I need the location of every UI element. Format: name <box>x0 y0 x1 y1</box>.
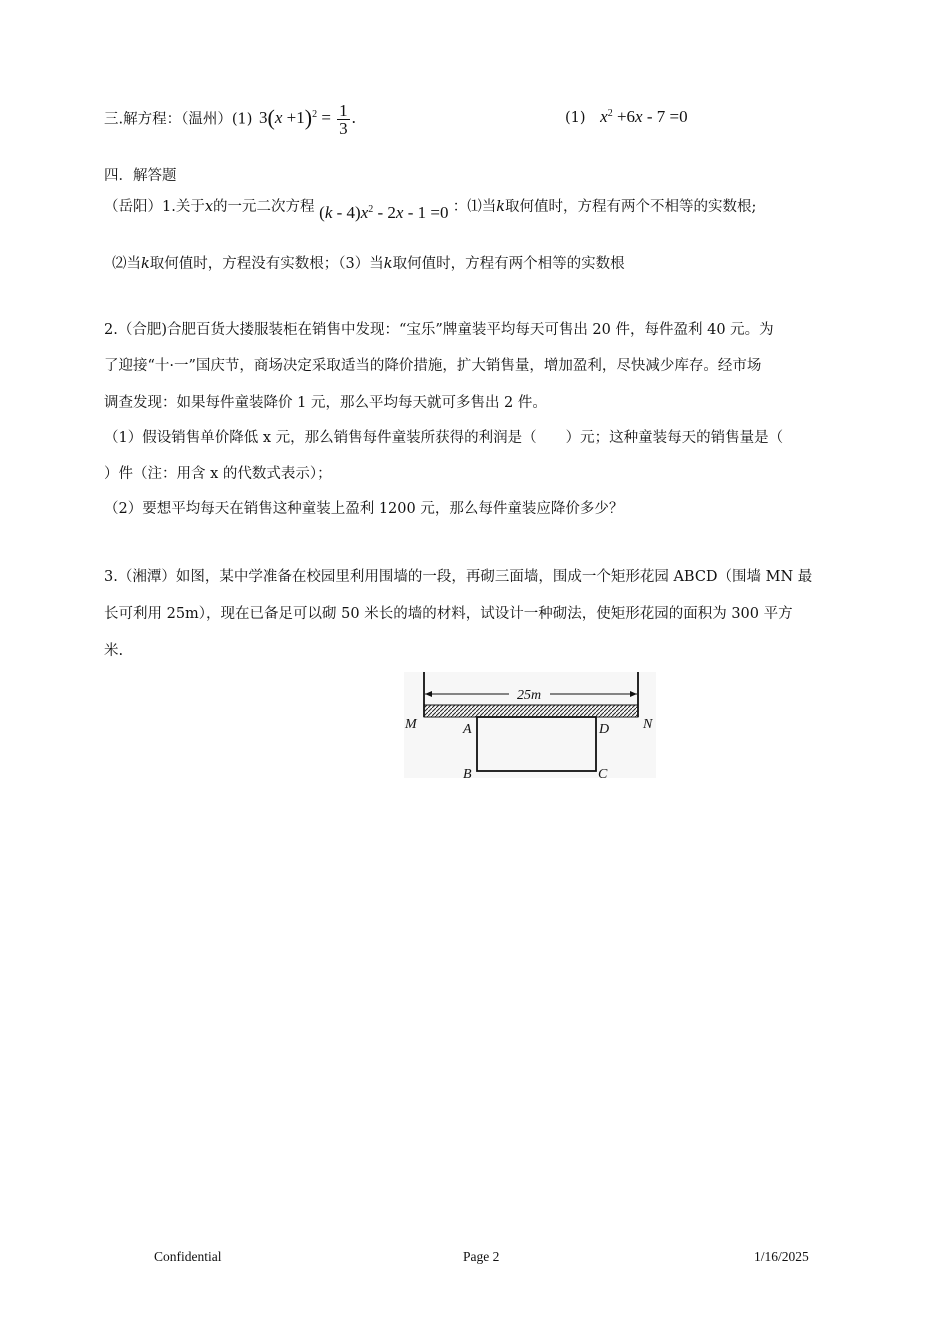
q1-line1: （岳阳）1.关于x的一元二次方程 $(k - 4)x^2 - 2x - 1 =0$ ：⑴当k取何值时，方程有两个不相等的实数根; <box>104 199 757 222</box>
wall-mn <box>424 705 638 717</box>
garden-wall-diagram <box>404 672 656 778</box>
equation-2: $x^2 +6x - 7 =0$ <box>600 107 688 126</box>
label-b: B <box>463 767 472 778</box>
footer-page-number: Page 2 <box>463 1249 500 1264</box>
label-c: C <box>598 767 608 778</box>
q1-line2: ⑵当k取何值时，方程没有实数根；（3）当k取何值时，方程有两个相等的实数根 <box>112 256 625 272</box>
section4-heading: 四．解答题 <box>104 168 177 184</box>
footer-date: 1/16/2025 <box>754 1249 809 1264</box>
q2-line1: 2.（合肥)合肥百货大搂服装柜在销售中发现：“宝乐”牌童装平均每天可售出 20 件，每件盈利 40 元。为 <box>104 322 774 338</box>
fraction-one-third: $\frac{1}{3}$ <box>339 101 348 138</box>
q2-line2: 了迎接“十·一”国庆节，商场决定采取适当的降价措施，扩大销售量，增加盈利，尽快减少库存。经市场 <box>104 358 762 374</box>
length-label: 25m <box>516 688 542 703</box>
q3-line2: 长可利用 25m），现在已备足可以砌 50 米长的墙的材料，试设计一种砌法，使矩形花园的面积为 300 平方 <box>104 606 793 622</box>
q2-line5: ）件（注：用含 x 的代数式表示）； <box>104 466 332 482</box>
label-m: M <box>405 717 417 732</box>
equation-1: $3(x +1)^2$ = $\frac{1}{3}$ . <box>259 101 356 138</box>
label-d: D <box>599 722 610 737</box>
q2-line6: （2）要想平均每天在销售这种童装上盈利 1200 元，那么每件童装应降价多少？ <box>104 501 624 517</box>
label-n: N <box>643 717 653 732</box>
q2-line4: （1）假设销售单价降低 x 元，那么销售每件童装所获得的利润是（ ）元；这种童装每天的销售量是（ <box>104 430 784 446</box>
q3-line1: 3.（湘潭）如图，某中学准备在校园里利用围墙的一段，再砌三面墙，围成一个矩形花园 ABCD（围墙 MN 最 <box>104 569 813 585</box>
q1-equation: $(k - 4)x^2 - 2x - 1 =0$ <box>319 203 449 222</box>
solve-equations-line <box>104 102 356 137</box>
q3-line3: 米. <box>104 643 124 659</box>
section3-heading: 三.解方程：（温州）(1) <box>104 111 253 128</box>
footer-left: Confidential <box>154 1249 222 1264</box>
label-a: A <box>463 722 472 737</box>
equation-2-line <box>565 104 688 128</box>
q2-line3: 调查发现：如果每件童装降价 1 元，那么平均每天就可多售出 2 件。 <box>104 395 547 411</box>
equation-2-label: (1) <box>565 110 586 126</box>
